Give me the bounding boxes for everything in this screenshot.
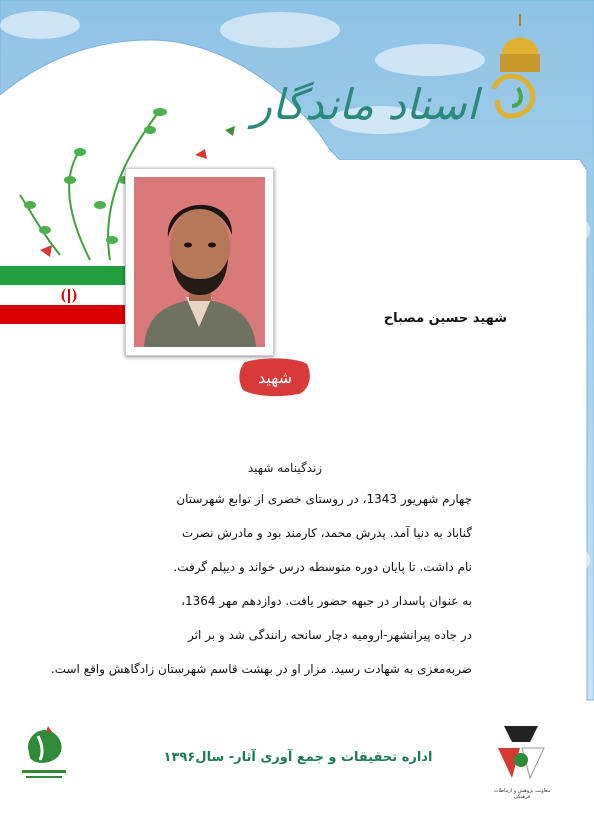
- bio-title: زندگینامه شهید: [247, 461, 323, 475]
- research-logo-icon: [490, 718, 552, 798]
- bio-line: به عنوان پاسدار در جبهه حضور یافت. دوازدهم مهر 1364،: [181, 594, 472, 608]
- header-title: اسناد ماندگار: [251, 80, 479, 129]
- martyr-stamp-icon: [237, 356, 313, 398]
- right-logo-caption: معاونت پژوهش و ارتباطات فرهنگی: [493, 788, 551, 800]
- stamp-text: شهید: [257, 368, 293, 387]
- iran-flag-icon: [0, 266, 126, 324]
- martyr-photo: [134, 177, 265, 347]
- bio-line: نام داشت. تا پایان دوره متوسطه درس خواند و دیپلم گرفت.: [173, 560, 472, 574]
- bio-line: ضربه‌مغزی به شهادت رسید. مزار او در بهشت قاسم شهرستان زادگاهش واقع است.: [50, 662, 472, 676]
- shrine-logo-icon: [488, 14, 552, 124]
- portrait-illustration: [134, 177, 265, 347]
- foundation-logo-icon: [18, 722, 70, 784]
- martyr-photo-frame: [125, 168, 274, 356]
- bio-line: گناباد به دنیا آمد. پدرش محمد، کارمند بود و مادرش نصرت: [181, 526, 472, 540]
- bio-line: در جاده پیرانشهر-ارومیه دچار سانحه رانندگی شد و بر اثر: [188, 628, 472, 642]
- footer-text: اداره تحقیقات و جمع آوری آثار- سال۱۳۹۶: [163, 750, 433, 765]
- bio-text: [50, 488, 472, 692]
- bio-line: چهارم شهریور 1343، در روستای خضری از توابع شهرستان: [176, 492, 472, 506]
- martyr-name: شهید حسین مصباح: [383, 311, 507, 326]
